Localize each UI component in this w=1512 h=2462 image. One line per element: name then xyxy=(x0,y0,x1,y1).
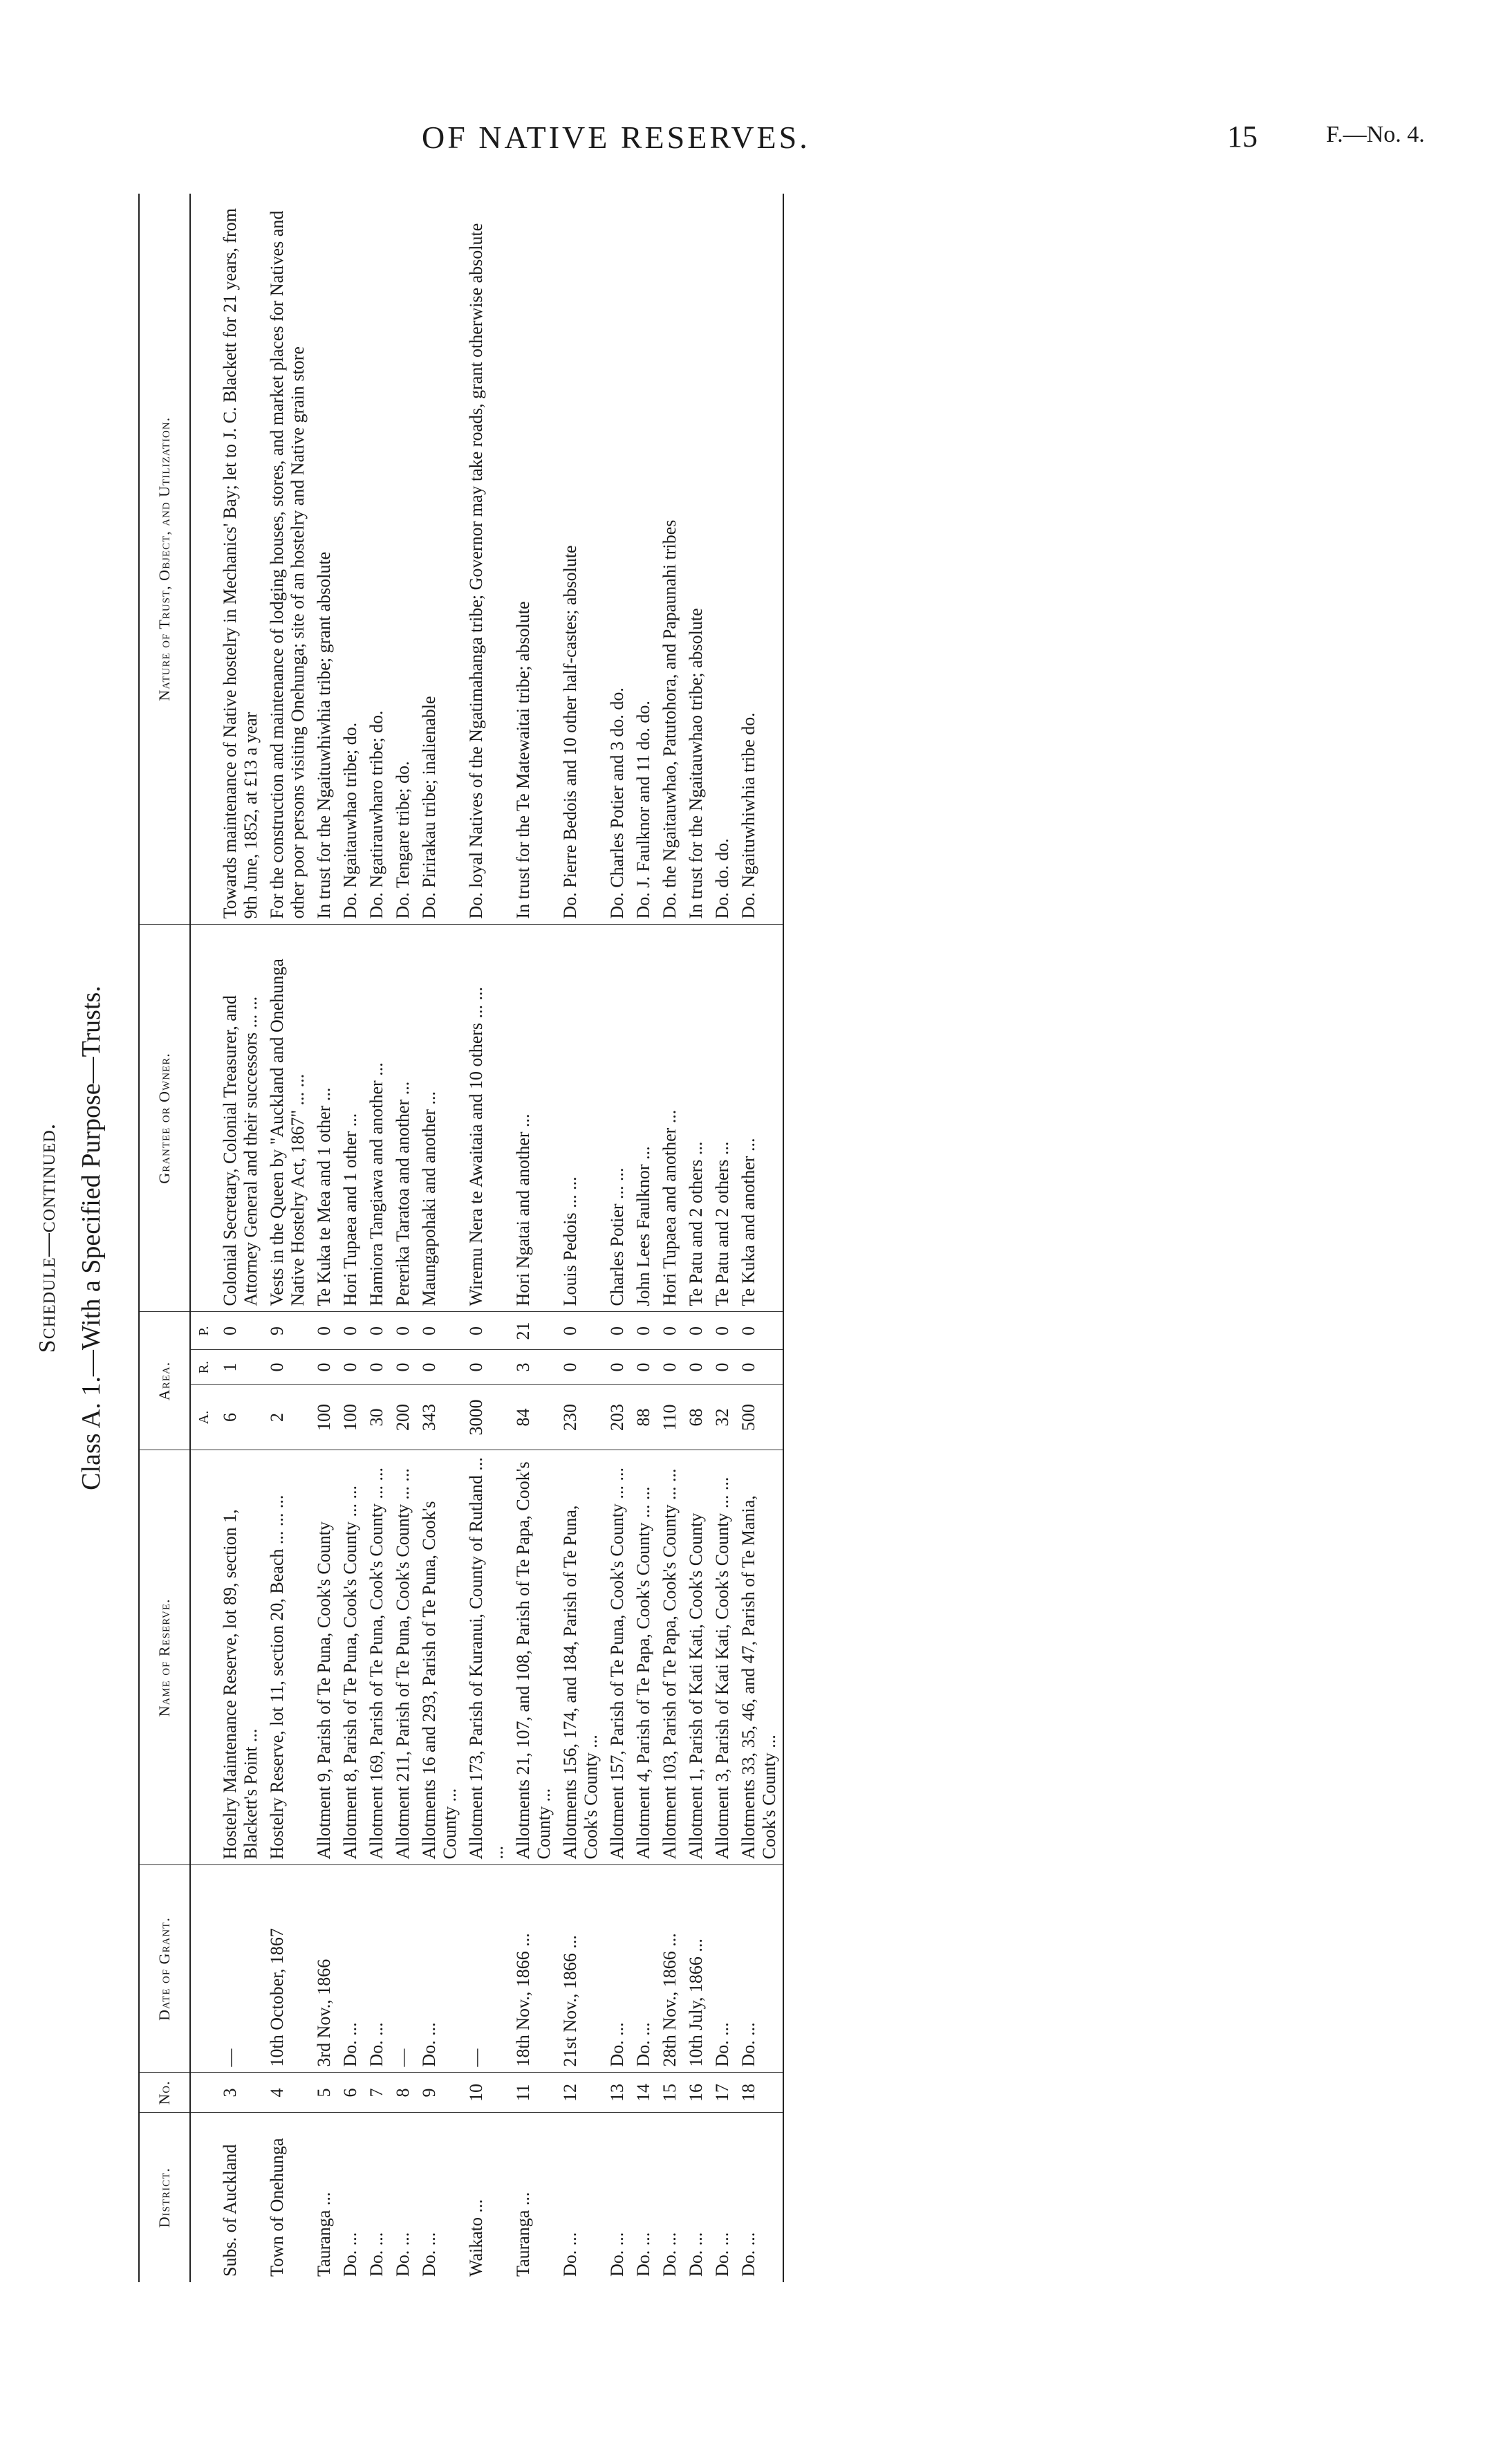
cell-perches: 0 xyxy=(604,1312,631,1350)
table-body xyxy=(190,194,783,2282)
cell-grantee: John Lees Faulknor ... xyxy=(631,925,657,1312)
cell-district: Do. ... xyxy=(340,2232,360,2277)
cell-perches: 0 xyxy=(217,1312,264,1350)
cell-roods: 0 xyxy=(311,1350,337,1385)
table-row xyxy=(510,194,557,2282)
cell-date: Do. ... xyxy=(364,1865,390,2073)
table-row xyxy=(736,194,783,2282)
header-district: District. xyxy=(139,2113,190,2282)
page-header xyxy=(0,0,1512,180)
cell-acres: 6 xyxy=(217,1385,264,1450)
cell-nature: Do. Pierre Bedois and 10 other half-castes; absolute xyxy=(557,194,604,925)
running-title: OF NATIVE RESERVES. xyxy=(422,120,810,155)
cell-district: Tauranga ... xyxy=(513,2192,533,2277)
table-row xyxy=(683,194,709,2282)
table-row xyxy=(311,194,337,2282)
page-number: 15 xyxy=(1227,120,1258,154)
cell-district: Subs. of Auckland xyxy=(220,2144,240,2277)
cell-no: 3 xyxy=(217,2073,264,2113)
cell-roods: 0 xyxy=(631,1350,657,1385)
cell-nature: In trust for the Te Matewaitai tribe; absolute xyxy=(510,194,557,925)
cell-roods: 0 xyxy=(364,1350,390,1385)
cell-grantee: Te Patu and 2 others ... xyxy=(683,925,709,1312)
cell-no: 10 xyxy=(463,2073,510,2113)
cell-roods: 0 xyxy=(657,1350,683,1385)
cell-perches: 0 xyxy=(337,1312,364,1350)
cell-perches: 0 xyxy=(416,1312,463,1350)
class-caption: Class A. 1.—With a Specified Purpose—Trusts. xyxy=(77,985,106,1490)
paper-reference: F.—No. 4. xyxy=(1326,122,1425,147)
cell-grantee: Hamiora Tangiawa and another ... xyxy=(364,925,390,1312)
cell-acres: 3000 xyxy=(463,1385,510,1450)
cell-name: Allotment 1, Parish of Kati Kati, Cook's County xyxy=(683,1450,709,1865)
cell-no: 13 xyxy=(604,2073,631,2113)
cell-date: — xyxy=(217,1865,264,2073)
cell-date: Do. ... xyxy=(604,1865,631,2073)
cell-no: 5 xyxy=(311,2073,337,2113)
cell-date: Do. ... xyxy=(416,1865,463,2073)
header-no: No. xyxy=(139,2073,190,2113)
cell-date: 28th Nov., 1866 ... xyxy=(657,1865,683,2073)
cell-nature: Do. Ngaitauwhao tribe; do. xyxy=(337,194,364,925)
cell-no: 16 xyxy=(683,2073,709,2113)
unit-roods: R. xyxy=(190,1350,217,1385)
cell-date: 21st Nov., 1866 ... xyxy=(557,1865,604,2073)
cell-district: Do. ... xyxy=(366,2232,386,2277)
cell-acres: 203 xyxy=(604,1385,631,1450)
table-row xyxy=(337,194,364,2282)
cell-name: Allotments 156, 174, and 184, Parish of Te Puna, Cook's County ... xyxy=(557,1450,604,1865)
cell-roods: 0 xyxy=(264,1350,311,1385)
cell-date: 18th Nov., 1866 ... xyxy=(510,1865,557,2073)
unit-acres: A. xyxy=(190,1385,217,1450)
cell-grantee: Hori Tupaea and another ... xyxy=(657,925,683,1312)
cell-roods: 3 xyxy=(510,1350,557,1385)
cell-grantee: Maungapohaki and another ... xyxy=(416,925,463,1312)
cell-name: Allotment 4, Parish of Te Papa, Cook's County ... ... xyxy=(631,1450,657,1865)
cell-name: Allotment 173, Parish of Kuranui, County of Rutland ... ... xyxy=(463,1450,510,1865)
header-nature: Nature of Trust, Object, and Utilization. xyxy=(139,194,190,925)
cell-district: Do. ... xyxy=(686,2232,706,2277)
cell-district: Do. ... xyxy=(607,2232,627,2277)
cell-no: 14 xyxy=(631,2073,657,2113)
cell-date: 10th July, 1866 ... xyxy=(683,1865,709,2073)
cell-nature: Do. Pirirakau tribe; inalienable xyxy=(416,194,463,925)
cell-acres: 343 xyxy=(416,1385,463,1450)
cell-name: Allotments 33, 35, 46, and 47, Parish of Te Mania, Cook's County ... xyxy=(736,1450,783,1865)
cell-nature: Do. do. do. xyxy=(709,194,736,925)
cell-name: Allotment 169, Parish of Te Puna, Cook's County ... ... xyxy=(364,1450,390,1865)
cell-nature: For the construction and maintenance of lodging houses, stores, and market places for Natives and other poor persons visiting Onehunga; site of an hostelry and Native grain store xyxy=(264,194,311,925)
cell-nature: Do. Charles Potier and 3 do. do. xyxy=(604,194,631,925)
cell-nature: Do. Ngatirauwharo tribe; do. xyxy=(364,194,390,925)
cell-perches: 0 xyxy=(557,1312,604,1350)
cell-grantee: Pererika Taratoa and another ... xyxy=(390,925,416,1312)
cell-roods: 0 xyxy=(463,1350,510,1385)
cell-nature: Do. the Ngaitauwhao, Patutohora, and Papaunahi tribes xyxy=(657,194,683,925)
cell-district: Do. ... xyxy=(419,2232,439,2277)
cell-district: Do. ... xyxy=(736,2113,783,2282)
cell-name: Allotment 211, Parish of Te Puna, Cook's County ... ... xyxy=(390,1450,416,1865)
cell-roods: 0 xyxy=(709,1350,736,1385)
cell-nature: Do. loyal Natives of the Ngatimahanga tribe; Governor may take roads, grant otherwise absolute xyxy=(463,194,510,925)
cell-date: Do. ... xyxy=(337,1865,364,2073)
cell-acres: 230 xyxy=(557,1385,604,1450)
cell-perches: 9 xyxy=(264,1312,311,1350)
cell-no: 17 xyxy=(709,2073,736,2113)
cell-district: Do. ... xyxy=(560,2232,580,2277)
cell-perches: 21 xyxy=(510,1312,557,1350)
cell-perches: 0 xyxy=(463,1312,510,1350)
cell-name: Allotments 21, 107, and 108, Parish of Te Papa, Cook's County ... xyxy=(510,1450,557,1865)
table-row xyxy=(264,194,311,2282)
cell-acres: 100 xyxy=(311,1385,337,1450)
cell-district: Do. ... xyxy=(660,2232,680,2277)
cell-grantee: Vests in the Queen by "Auckland and Onehunga Native Hostelry Act, 1867" ... ... xyxy=(264,925,311,1312)
cell-name: Allotment 8, Parish of Te Puna, Cook's County ... ... xyxy=(337,1450,364,1865)
cell-grantee: Colonial Secretary, Colonial Treasurer, and Attorney General and their successors ... ... xyxy=(217,925,264,1312)
cell-date: — xyxy=(390,1865,416,2073)
cell-roods: 0 xyxy=(557,1350,604,1385)
rotated-schedule xyxy=(35,194,1466,2282)
cell-name: Hostelry Maintenance Reserve, lot 89, section 1, Blackett's Point ... xyxy=(217,1450,264,1865)
cell-acres: 88 xyxy=(631,1385,657,1450)
cell-name: Allotment 9, Parish of Te Puna, Cook's County xyxy=(311,1450,337,1865)
cell-district: Do. ... xyxy=(393,2232,413,2277)
cell-perches: 0 xyxy=(311,1312,337,1350)
cell-district: Waikato ... xyxy=(466,2199,486,2277)
cell-grantee: Te Kuka and another ... xyxy=(736,925,783,1312)
cell-nature: In trust for the Ngaitauwhao tribe; absolute xyxy=(683,194,709,925)
cell-acres: 500 xyxy=(736,1385,783,1450)
table-row xyxy=(557,194,604,2282)
cell-date: Do. ... xyxy=(709,1865,736,2073)
cell-nature: Do. J. Faulknor and 11 do. do. xyxy=(631,194,657,925)
reserves-table xyxy=(138,194,784,2282)
cell-district: Do. ... xyxy=(712,2232,732,2277)
header-date: Date of Grant. xyxy=(139,1865,190,2073)
cell-name: Allotment 103, Parish of Te Papa, Cook's County ... ... xyxy=(657,1450,683,1865)
cell-roods: 1 xyxy=(217,1350,264,1385)
cell-acres: 200 xyxy=(390,1385,416,1450)
cell-district: Do. ... xyxy=(633,2232,653,2277)
cell-roods: 0 xyxy=(736,1350,783,1385)
cell-nature: In trust for the Ngaituwhiwhia tribe; grant absolute xyxy=(311,194,337,925)
cell-name: Allotment 157, Parish of Te Puna, Cook's County ... ... xyxy=(604,1450,631,1865)
cell-grantee: Hori Tupaea and 1 other ... xyxy=(337,925,364,1312)
table-row xyxy=(463,194,510,2282)
cell-nature: Do. Ngaituwhiwhia tribe do. xyxy=(736,194,783,925)
cell-perches: 0 xyxy=(683,1312,709,1350)
cell-acres: 2 xyxy=(264,1385,311,1450)
cell-no: 12 xyxy=(557,2073,604,2113)
cell-grantee: Charles Potier ... ... xyxy=(604,925,631,1312)
table-row xyxy=(657,194,683,2282)
unit-perches: P. xyxy=(190,1312,217,1350)
cell-perches: 0 xyxy=(390,1312,416,1350)
cell-perches: 0 xyxy=(364,1312,390,1350)
cell-no: 6 xyxy=(337,2073,364,2113)
table-row xyxy=(217,194,264,2282)
cell-district: Tauranga ... xyxy=(314,2192,334,2277)
cell-acres: 68 xyxy=(683,1385,709,1450)
cell-acres: 100 xyxy=(337,1385,364,1450)
cell-no: 11 xyxy=(510,2073,557,2113)
schedule-caption: Schedule—continued. xyxy=(35,1122,60,1353)
cell-date: Do. ... xyxy=(736,1865,783,2073)
cell-nature: Towards maintenance of Native hostelry in Mechanics' Bay; let to J. C. Blackett for 21 years, from 9th June, 1852, at £13 a year xyxy=(217,194,264,925)
cell-perches: 0 xyxy=(709,1312,736,1350)
table-row xyxy=(709,194,736,2282)
cell-roods: 0 xyxy=(416,1350,463,1385)
cell-perches: 0 xyxy=(736,1312,783,1350)
cell-name: Allotments 16 and 293, Parish of Te Puna, Cook's County ... xyxy=(416,1450,463,1865)
cell-acres: 30 xyxy=(364,1385,390,1450)
cell-name: Allotment 3, Parish of Kati Kati, Cook's County ... ... xyxy=(709,1450,736,1865)
cell-roods: 0 xyxy=(683,1350,709,1385)
table-row xyxy=(364,194,390,2282)
cell-grantee: Te Patu and 2 others ... xyxy=(709,925,736,1312)
cell-nature: Do. Tengare tribe; do. xyxy=(390,194,416,925)
cell-grantee: Hori Ngatai and another ... xyxy=(510,925,557,1312)
cell-district: Town of Onehunga xyxy=(267,2138,287,2277)
cell-no: 8 xyxy=(390,2073,416,2113)
cell-no: 9 xyxy=(416,2073,463,2113)
area-units-row xyxy=(190,194,217,2282)
cell-grantee: Te Kuka te Mea and 1 other ... xyxy=(311,925,337,1312)
cell-roods: 0 xyxy=(390,1350,416,1385)
cell-date: 3rd Nov., 1866 xyxy=(311,1865,337,2073)
cell-date: 10th October, 1867 xyxy=(264,1865,311,2073)
cell-name: Hostelry Reserve, lot 11, section 20, Beach ... ... ... xyxy=(264,1450,311,1865)
cell-perches: 0 xyxy=(631,1312,657,1350)
table-row xyxy=(416,194,463,2282)
cell-grantee: Louis Pedois ... ... xyxy=(557,925,604,1312)
header-grantee: Grantee or Owner. xyxy=(139,925,190,1312)
cell-acres: 84 xyxy=(510,1385,557,1450)
header-name: Name of Reserve. xyxy=(139,1450,190,1865)
cell-no: 4 xyxy=(264,2073,311,2113)
cell-date: Do. ... xyxy=(631,1865,657,2073)
table-row xyxy=(631,194,657,2282)
cell-roods: 0 xyxy=(604,1350,631,1385)
cell-grantee: Wiremu Nera te Awaitaia and 10 others ... ... xyxy=(463,925,510,1312)
cell-date: — xyxy=(463,1865,510,2073)
header-area: Area. xyxy=(139,1312,190,1450)
cell-no: 18 xyxy=(736,2073,783,2113)
cell-acres: 32 xyxy=(709,1385,736,1450)
cell-roods: 0 xyxy=(337,1350,364,1385)
cell-no: 15 xyxy=(657,2073,683,2113)
table-row xyxy=(390,194,416,2282)
table-row xyxy=(604,194,631,2282)
cell-perches: 0 xyxy=(657,1312,683,1350)
cell-no: 7 xyxy=(364,2073,390,2113)
cell-acres: 110 xyxy=(657,1385,683,1450)
table-header-row xyxy=(139,194,190,2282)
